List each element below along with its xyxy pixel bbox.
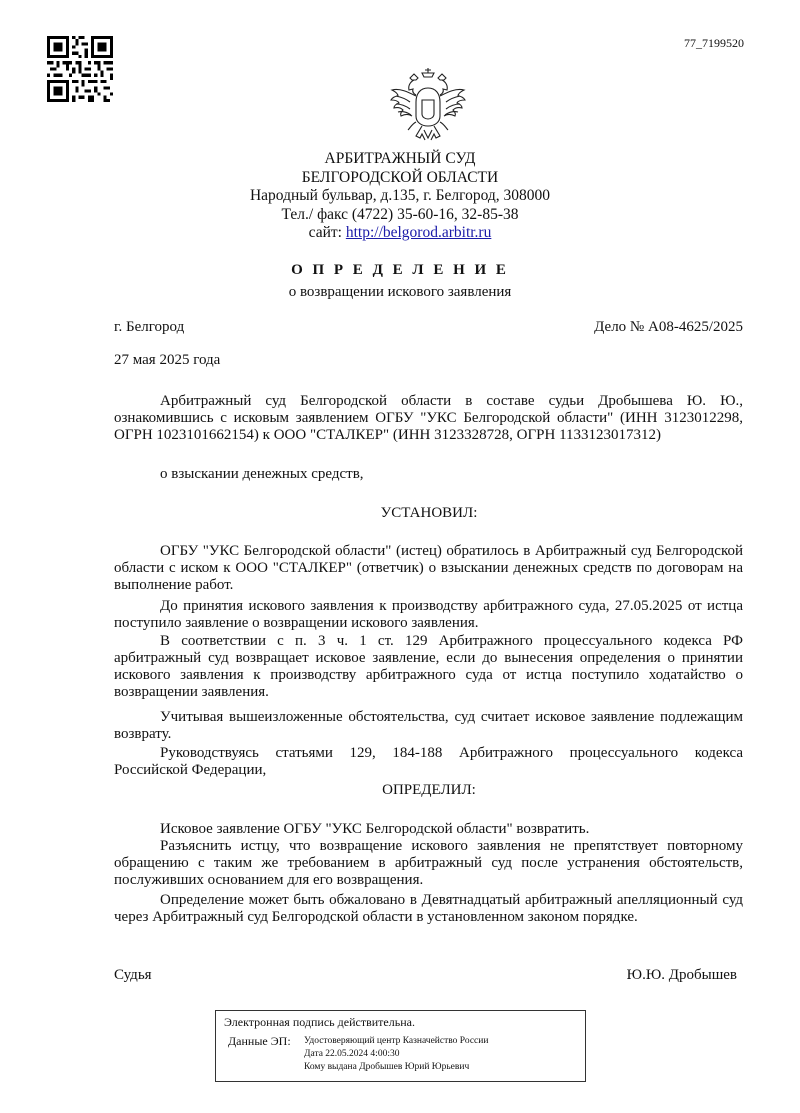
decided-paragraph-1: Исковое заявление ОГБУ "УКС Белгородской области" возвратить. [160, 821, 590, 837]
court-address: Народный бульвар, д.135, г. Белгород, 308000 [249, 187, 551, 204]
established-paragraph-2: До принятия искового заявления к производству арбитражного суда, 27.05.2025 от истца поступило заявление о возвращении искового заявления. [114, 598, 743, 631]
intro-paragraph: Арбитражный суд Белгородской области в составе судьи Дробышева Ю. Ю., ознакомившись с исковым заявлением ОГБУ "УКС Белгородской области" (ИНН 3123012298, ОГРН 1023101662154) к ООО "СТАЛКЕР" (ИНН 3123328728, ОГРН 1133123017312) [114, 393, 743, 443]
established-paragraph-3: В соответствии с п. 3 ч. 1 ст. 129 Арбитражного процессуального кодекса РФ арбитражный суд возвращает исковое заявление, если до вынесения определения о принятии искового заявления к производству арбитражного суда от истца поступило ходатайство о возвращении заявления. [114, 633, 743, 700]
signature-date: Дата 22.05.2024 4:00:30 [304, 1049, 400, 1059]
decided-heading: ОПРЕДЕЛИЛ: [382, 782, 476, 798]
judge-label: Судья [114, 967, 152, 983]
court-name-line1: АРБИТРАЖНЫЙ СУД [324, 150, 476, 167]
document-title: О П Р Е Д Е Л Е Н И Е [291, 262, 509, 278]
signature-issued-to: Кому выдана Дробышев Юрий Юрьевич [304, 1062, 470, 1072]
document-date: 27 мая 2025 года [114, 352, 221, 368]
signature-valid-text: Электронная подпись действительна. [224, 1015, 415, 1029]
qr-code [47, 36, 113, 102]
signature-issuer: Удостоверяющий центр Казначейство России [304, 1036, 489, 1046]
intro-subject: о взыскании денежных средств, [160, 466, 364, 482]
court-name-line2: БЕЛГОРОДСКОЙ ОБЛАСТИ [301, 168, 499, 186]
document-number: 77_7199520 [684, 36, 744, 50]
established-paragraph-1: ОГБУ "УКС Белгородской области" (истец) обратилось в Арбитражный суд Белгородской области с иском к ООО "СТАЛКЕР" (ответчик) о взыскании денежных средств по договорам на выполнение работ. [114, 543, 743, 593]
case-number: Дело № А08-4625/2025 [594, 319, 743, 335]
court-site [0, 224, 800, 243]
court-site-link[interactable]: http://belgorod.arbitr.ru [345, 224, 492, 241]
established-paragraph-5: Руководствуясь статьями 129, 184-188 Арбитражного процессуального кодекса Российской Федерации, [114, 745, 743, 778]
city-case-row [114, 319, 743, 336]
city: г. Белгород [114, 319, 185, 335]
coat-of-arms-icon [388, 66, 468, 144]
decided-paragraph-3: Определение может быть обжаловано в Девятнадцатый арбитражный апелляционный суд через Арбитражный суд Белгородской области в установленном законом порядке. [114, 892, 743, 925]
court-phone: Тел./ факс (4722) 35-60-16, 32-85-38 [281, 205, 519, 223]
signature-data-label: Данные ЭП: [228, 1034, 291, 1048]
established-paragraph-4: Учитывая вышеизложенные обстоятельства, суд считает исковое заявление подлежащим возврату. [114, 709, 743, 742]
judge-name: Ю.Ю. Дробышев [626, 967, 737, 983]
court-site-label: сайт: [308, 224, 342, 241]
court-header [0, 150, 800, 243]
document-subtitle: о возвращении искового заявления [288, 284, 512, 300]
judge-row [114, 967, 737, 984]
decided-paragraph-2: Разъяснить истцу, что возвращение искового заявления не препятствует повторному обращению с таким же требованием в арбитражный суд после устранения обстоятельств, послуживших основанием для его возвращения. [114, 838, 743, 888]
established-heading: УСТАНОВИЛ: [380, 505, 478, 521]
